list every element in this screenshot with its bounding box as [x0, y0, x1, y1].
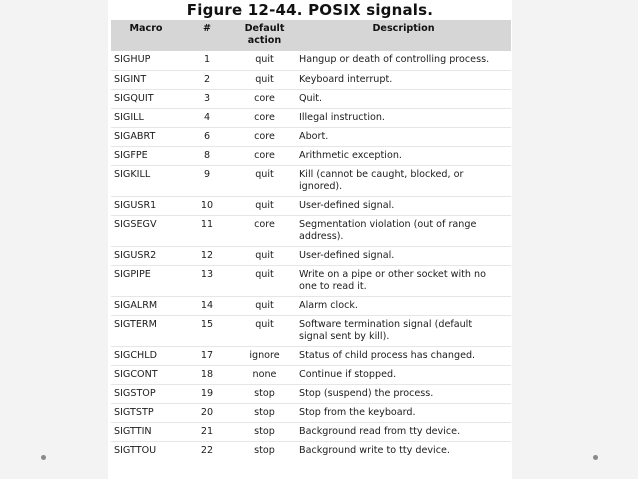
cell-description — [296, 70, 511, 89]
description-line1: Software termination signal (default — [299, 318, 473, 330]
cell-macro: SIGSEGV — [111, 215, 181, 246]
cell-macro: SIGQUIT — [111, 89, 181, 108]
slide-bullet-left — [41, 455, 46, 460]
cell-number: 17 — [181, 346, 233, 365]
cell-macro: SIGABRT — [111, 127, 181, 146]
cell-macro: SIGINT — [111, 70, 181, 89]
table-row — [111, 246, 511, 265]
cell-macro: SIGFPE — [111, 146, 181, 165]
cell-description — [296, 265, 511, 296]
cell-description — [296, 296, 511, 315]
header-description: Description — [296, 20, 511, 51]
cell-default-action: core — [233, 215, 296, 246]
cell-default-action: quit — [233, 165, 296, 196]
table-row — [111, 51, 511, 70]
table-row — [111, 215, 511, 246]
cell-default-action: quit — [233, 296, 296, 315]
header-action-line1: Default — [244, 23, 285, 34]
table-row — [111, 441, 511, 460]
cell-description — [296, 403, 511, 422]
description-line1: Hangup or death of controlling process. — [299, 54, 490, 65]
cell-description — [296, 165, 511, 196]
description-line1: Stop from the keyboard. — [299, 406, 416, 418]
cell-default-action: stop — [233, 441, 296, 460]
cell-macro: SIGTSTP — [111, 403, 181, 422]
description-line1: Illegal instruction. — [299, 111, 385, 123]
header-macro: Macro — [111, 20, 181, 51]
cell-default-action: core — [233, 89, 296, 108]
header-action-line2: action — [247, 35, 282, 46]
description-line1: Alarm clock. — [299, 299, 358, 311]
cell-default-action: core — [233, 146, 296, 165]
description-line1: Stop (suspend) the process. — [299, 387, 434, 399]
cell-description — [296, 146, 511, 165]
cell-description — [296, 365, 511, 384]
cell-default-action: stop — [233, 384, 296, 403]
table-row — [111, 108, 511, 127]
table-row — [111, 296, 511, 315]
cell-macro: SIGTTOU — [111, 441, 181, 460]
description-line1: Status of child process has changed. — [299, 349, 476, 361]
header-default-action — [233, 20, 296, 51]
cell-default-action: quit — [233, 315, 296, 346]
description-line1: Quit. — [299, 92, 323, 104]
cell-description — [296, 196, 511, 215]
description-line1: Background write to tty device. — [299, 444, 450, 456]
cell-description — [296, 127, 511, 146]
cell-macro: SIGUSR1 — [111, 196, 181, 215]
cell-description — [296, 108, 511, 127]
cell-default-action: quit — [233, 265, 296, 296]
table-row — [111, 403, 511, 422]
cell-default-action: stop — [233, 403, 296, 422]
cell-description — [296, 51, 511, 70]
cell-description — [296, 422, 511, 441]
cell-macro: SIGALRM — [111, 296, 181, 315]
cell-number: 21 — [181, 422, 233, 441]
table-row — [111, 70, 511, 89]
table-row — [111, 265, 511, 296]
description-line1: Keyboard interrupt. — [299, 73, 393, 85]
description-line1: Abort. — [299, 130, 329, 142]
cell-description — [296, 315, 511, 346]
cell-number: 4 — [181, 108, 233, 127]
figure-title: Figure 12-44. POSIX signals. — [186, 1, 434, 19]
cell-description — [296, 346, 511, 365]
cell-number: 8 — [181, 146, 233, 165]
table-header — [111, 20, 511, 51]
table-row — [111, 346, 511, 365]
cell-default-action: ignore — [233, 346, 296, 365]
cell-macro: SIGPIPE — [111, 265, 181, 296]
description-line1: User-defined signal. — [299, 199, 395, 211]
description-line2: ignored). — [299, 180, 343, 192]
description-line1: Background read from tty device. — [299, 425, 461, 437]
cell-macro: SIGCONT — [111, 365, 181, 384]
table-row — [111, 422, 511, 441]
table-row — [111, 196, 511, 215]
cell-number: 20 — [181, 403, 233, 422]
cell-macro: SIGSTOP — [111, 384, 181, 403]
cell-default-action: quit — [233, 246, 296, 265]
description-line2: one to read it. — [299, 280, 367, 292]
cell-number: 22 — [181, 441, 233, 460]
description-line1: Continue if stopped. — [299, 368, 397, 380]
table-row — [111, 146, 511, 165]
cell-number: 1 — [203, 54, 211, 65]
cell-number: 6 — [181, 127, 233, 146]
description-line1: Arithmetic exception. — [299, 149, 402, 161]
cell-number: 18 — [181, 365, 233, 384]
cell-macro: SIGTERM — [111, 315, 181, 346]
table-row — [111, 127, 511, 146]
cell-macro: SIGUSR2 — [111, 246, 181, 265]
cell-number: 15 — [181, 315, 233, 346]
cell-default-action: core — [233, 127, 296, 146]
description-line1: Segmentation violation (out of range — [299, 218, 477, 230]
table-row — [111, 365, 511, 384]
cell-default-action: stop — [233, 422, 296, 441]
description-line1: Kill (cannot be caught, blocked, or — [299, 168, 464, 180]
cell-default-action: quit — [255, 54, 274, 65]
description-line1: Write on a pipe or other socket with no — [299, 268, 486, 280]
description-line2: signal sent by kill). — [299, 330, 390, 342]
cell-description — [296, 246, 511, 265]
slide-bullet-right — [593, 455, 598, 460]
cell-number: 14 — [181, 296, 233, 315]
cell-description — [296, 384, 511, 403]
table-row — [111, 384, 511, 403]
cell-description — [296, 441, 511, 460]
cell-number: 12 — [181, 246, 233, 265]
cell-macro: SIGILL — [111, 108, 181, 127]
table-row — [111, 165, 511, 196]
cell-number: 10 — [181, 196, 233, 215]
table-row — [111, 89, 511, 108]
cell-number: 9 — [181, 165, 233, 196]
cell-number: 13 — [181, 265, 233, 296]
cell-macro: SIGTTIN — [111, 422, 181, 441]
table-body — [111, 51, 511, 460]
cell-number: 19 — [181, 384, 233, 403]
cell-description — [296, 215, 511, 246]
header-number: # — [181, 20, 233, 51]
cell-default-action: core — [233, 108, 296, 127]
document-page — [108, 0, 512, 479]
description-line1: User-defined signal. — [299, 249, 395, 261]
cell-number: 2 — [181, 70, 233, 89]
cell-default-action: none — [233, 365, 296, 384]
cell-number: 3 — [181, 89, 233, 108]
table-row — [111, 315, 511, 346]
cell-description — [296, 89, 511, 108]
cell-macro: SIGKILL — [111, 165, 181, 196]
description-line2: address). — [299, 230, 344, 242]
cell-macro: SIGHUP — [114, 54, 151, 65]
signals-table — [111, 20, 511, 460]
cell-default-action: quit — [233, 196, 296, 215]
cell-default-action: quit — [233, 70, 296, 89]
cell-macro: SIGCHLD — [111, 346, 181, 365]
cell-number: 11 — [181, 215, 233, 246]
